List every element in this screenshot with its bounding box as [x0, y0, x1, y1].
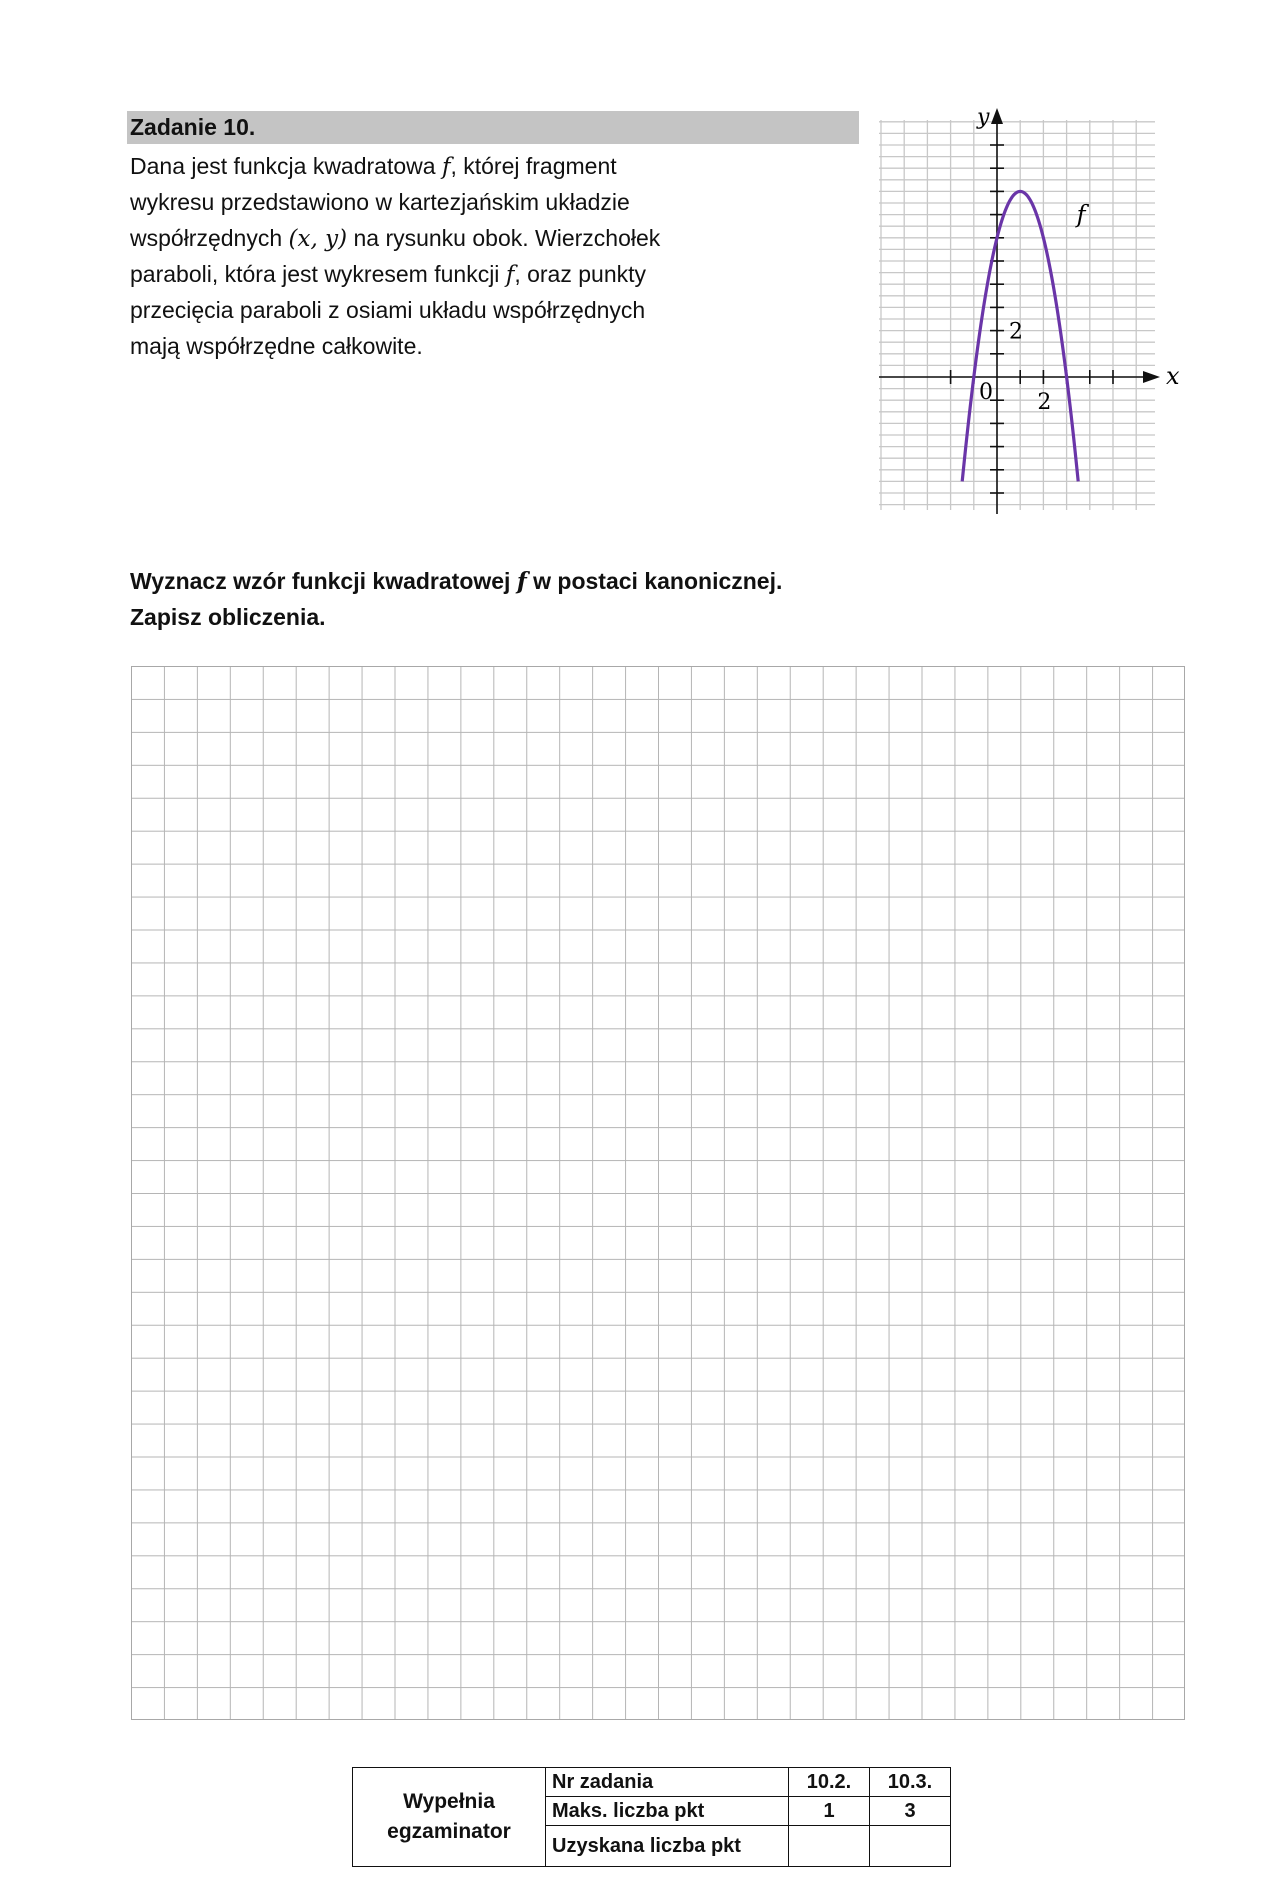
answer-grid[interactable] [131, 666, 1185, 1720]
task-number-label: Nr zadania [546, 1768, 789, 1797]
task-instruction [130, 563, 1130, 635]
intro-line: Dana jest funkcja kwadratowa f, której fragment [130, 153, 617, 180]
intro-line: przecięcia paraboli z osiami układu współrzędnych [130, 297, 646, 323]
graph-axes [879, 108, 1160, 514]
task-number: 10.3. [870, 1768, 951, 1797]
y-tick-label: 2 [1009, 319, 1023, 345]
x-axis-arrow [1143, 371, 1160, 383]
intro-line: współrzędnych (x, y) na rysunku obok. Wierzchołek [130, 225, 661, 252]
y-axis-arrow [991, 108, 1003, 124]
intro-line: wykresu przedstawiono w kartezjańskim układzie [130, 189, 630, 215]
x-tick-label: 2 [1037, 390, 1052, 415]
task-number: 10.2. [789, 1768, 870, 1797]
obtained-points-field[interactable] [870, 1826, 951, 1867]
scoring-table [352, 1767, 951, 1867]
intro-line: paraboli, która jest wykresem funkcji f, oraz punkty [130, 261, 647, 288]
max-points: 1 [789, 1797, 870, 1826]
origin-label: 0 [979, 380, 993, 405]
instruction-line: Zapisz obliczenia. [130, 604, 326, 630]
curve-label: f [1076, 200, 1086, 229]
examiner-cell: Wypełnia egzaminator [353, 1768, 546, 1867]
max-points: 3 [870, 1797, 951, 1826]
max-points-label: Maks. liczba pkt [546, 1797, 789, 1826]
instruction-line: Wyznacz wzór funkcji kwadratowej f w postaci kanonicznej. [130, 568, 783, 595]
task-intro [130, 148, 870, 364]
task-header: Zadanie 10. [127, 111, 859, 144]
obtained-points-field[interactable] [789, 1826, 870, 1867]
graph-grid [879, 120, 1155, 510]
parabola-graph [870, 105, 1180, 520]
obtained-points-label: Uzyskana liczba pkt [546, 1826, 789, 1867]
y-axis-label: y [977, 105, 990, 130]
intro-line: mają współrzędne całkowite. [130, 333, 423, 359]
x-axis-label: x [1166, 362, 1180, 390]
